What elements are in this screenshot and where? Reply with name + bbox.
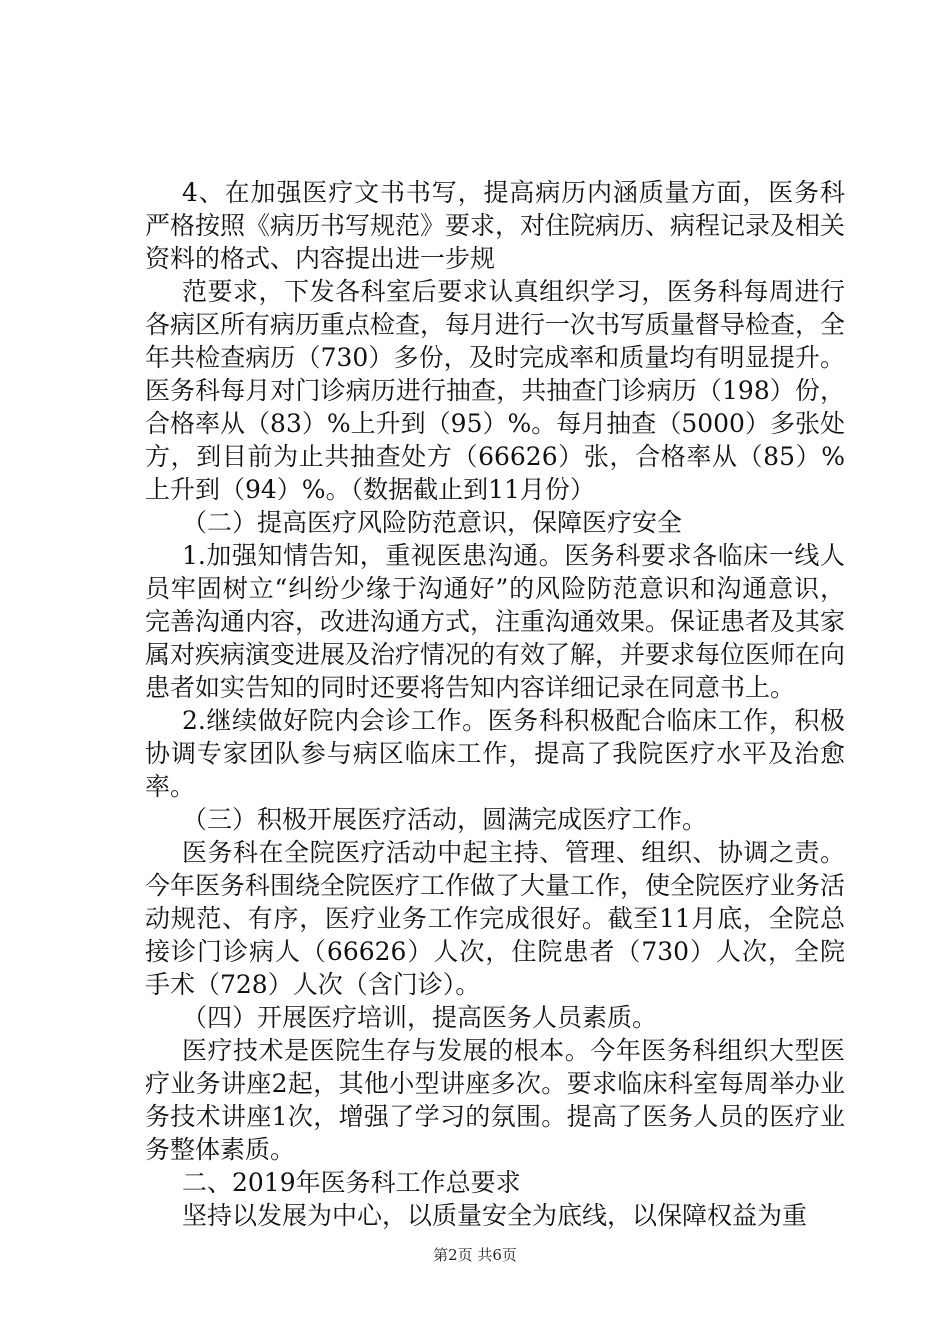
section-heading-risk-prevention: （二）提高医疗风险防范意识，保障医疗安全 (182, 508, 683, 537)
section-heading-medical-activities: （三）积极开展医疗活动，圆满完成医疗工作。 (182, 805, 708, 834)
paragraph-records-statistics: 范要求，下发各科室后要求认真组织学习，医务科每周进行各病区所有病历重点检查，每月进行一次书写质量督导检查，全年共检查病历（730）多份，及时完成率和质量均有明显提升。医务科每月对门诊病历进行抽查，共抽查门诊病历（198）份，合格率从（83）%上升到（95）%。每月抽查（5000）多张处方，到目前为止共抽查处方（66626）张，合格率从（85）%上升到（94）%。（数据截止到11月份） (145, 277, 846, 504)
paragraph-training-summary: 医疗技术是医院生存与发展的根本。今年医务科组织大型医疗业务讲座2起，其他小型讲座多次。要求临床科室每周举办业务技术讲座1次，增强了学习的氛围。提高了医务人员的医疗业务整体素质。 (145, 1036, 845, 1164)
document-body (145, 176, 845, 1232)
section-heading-2019-requirements: 二、2019年医务科工作总要求 (182, 1168, 521, 1197)
paragraph-consultation: 2.继续做好院内会诊工作。医务科积极配合临床工作，积极协调专家团队参与病区临床工作，提高了我院医疗水平及治愈率。 (145, 706, 845, 801)
page-number-footer: 第2页 共6页 (433, 1246, 517, 1264)
paragraph-activities-summary: 医务科在全院医疗活动中起主持、管理、组织、协调之责。今年医务科围绕全院医疗工作做了大量工作，使全院医疗业务活动规范、有序，医疗业务工作完成很好。截至11月底，全院总接诊门诊病人（66626）人次，住院患者（730）人次，全院手术（728）人次（含门诊）。 (145, 838, 846, 999)
paragraph-informed-consent: 1.加强知情告知，重视医患沟通。医务科要求各临床一线人员牢固树立“纠纷少缘于沟通好”的风险防范意识和沟通意识，完善沟通内容，改进沟通方式，注重沟通效果。保证患者及其家属对疾病演变进展及治疗情况的有效了解，并要求每位医师在向患者如实告知的同时还要将告知内容详细记录在同意书上。 (145, 541, 846, 702)
paragraph-requirements-start: 坚持以发展为中心，以质量安全为底线，以保障权益为重 (182, 1201, 808, 1230)
paragraph-medical-records: 4、在加强医疗文书书写，提高病历内涵质量方面，医务科严格按照《病历书写规范》要求，对住院病历、病程记录及相关资料的格式、内容提出进一步规 (145, 178, 846, 273)
section-heading-training: （四）开展医疗培训，提高医务人员素质。 (182, 1003, 658, 1032)
